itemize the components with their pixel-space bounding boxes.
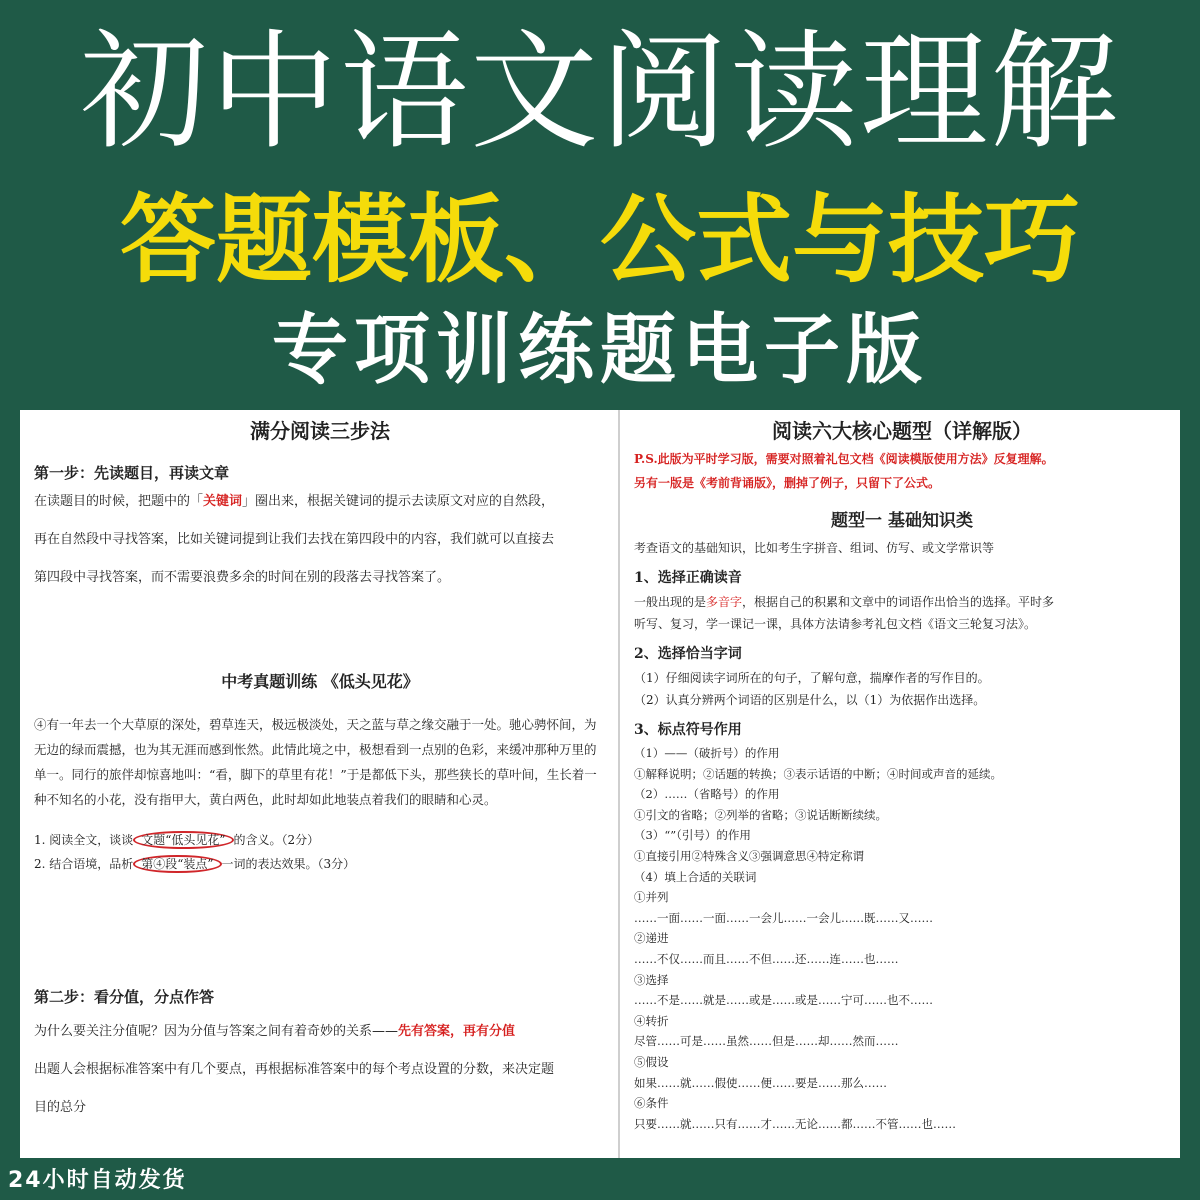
list-item: 如果……就……假使……便……要是……那么…… [634, 1075, 887, 1090]
type-intro: 考查语文的基础知识，比如考生字拼音、组词、仿写、或文学常识等 [634, 541, 995, 555]
text-segment: 」圈出来，根据关键词的提示去读原文对应的自然段， [242, 494, 555, 509]
main-title: 初中语文阅读理解 [79, 18, 1120, 167]
circled-annotation: 第④段“装点” [133, 855, 221, 873]
section-2-heading: 2、选择恰当字词 [634, 646, 742, 662]
section-3-heading: 3、标点符号作用 [634, 722, 742, 738]
text-segment: 一词的表达效果。（3分） [221, 857, 356, 871]
list-item: ①引文的省略；②列举的省略；③说话断断续续。 [634, 807, 887, 822]
question-1 [34, 828, 606, 852]
red-emphasis: 多音字 [706, 595, 743, 609]
list-item: ④转折 [634, 1013, 669, 1028]
left-doc-title: 满分阅读三步法 [250, 419, 390, 443]
text-segment: 在读题目的时候，把题中的「 [34, 494, 204, 509]
step1-heading: 第一步：先读题目，再读文章 [34, 464, 230, 482]
reading-passage: ④有一年去一个大草原的深处，碧草连天，极远极淡处，天之蓝与草之缘交融于一处。驰心骋怀间，为无边的绿而震撼，也为其无涯而感到怅然。此情此境之中，极想看到一点别的色彩，来缓冲那种万里的单一。同行的旅伴却惊喜地叫：“看，脚下的草里有花！”于是都低下头，那些狭长的草叶间，生长着一种不知名的小花，没有指甲大，黄白两色，此时却如此地装点着我们的眼睛和心灵。 [34, 717, 597, 807]
list-item: ……不仅……而且……不但……还……连……也…… [634, 951, 899, 966]
step2-paragraph-line3: 目的总分 [34, 1100, 87, 1115]
sub-title: 答题模板、公式与技巧 [120, 184, 1080, 296]
list-item: ……一面……一面……一会儿……一会儿……既……又…… [634, 910, 933, 925]
list-item: ……不是……就是……或是……或是……宁可……也不…… [634, 993, 933, 1008]
list-item: ②递进 [634, 931, 669, 946]
section-2-line1: （1）仔细阅读字词所在的句子，了解句意，揣摩作者的写作目的。 [634, 671, 990, 685]
step2-paragraph-line1 [34, 1013, 606, 1051]
section-1-line1 [634, 591, 1170, 613]
right-document-page [618, 410, 1180, 1158]
step2-paragraph-line2: 出题人会根据标准答案中有几个要点，再根据标准答案中的每个考点设置的分数，来决定题 [34, 1062, 555, 1077]
text-segment: 的含义。（2分） [233, 833, 320, 847]
step1-paragraph-line1 [34, 483, 606, 521]
banner-header [0, 0, 1200, 400]
text-segment: 1. 阅读全文，谈谈 [34, 833, 134, 847]
question-type-heading: 题型一 基础知识类 [831, 511, 973, 531]
exam-practice-title: 中考真题训练 《低头见花》 [221, 672, 419, 691]
section-2-line2: （2）认真分辨两个词语的区别是什么，以（1）为依据作出选择。 [634, 693, 986, 707]
question-2 [34, 852, 606, 876]
step1-paragraph-line2: 再在自然段中寻找答案，比如关键词提到让我们去找在第四段中的内容，我们就可以直接去 [34, 532, 555, 547]
text-segment: 一般出现的是 [634, 595, 707, 609]
list-item: （4）填上合适的关联词 [634, 869, 757, 884]
ps-note-line1: P.S.此版为平时学习版，需要对照着礼包文档《阅读模版使用方法》反复理解。 [634, 452, 1054, 466]
list-item: ①并列 [634, 890, 669, 905]
section-1-line2: 听写、复习，学一课记一课，具体方法请参考礼包文档《语文三轮复习法》。 [634, 617, 1037, 631]
list-item: （1）——（破折号）的作用 [634, 746, 780, 760]
red-emphasis: 先有答案，再有分值 [398, 1024, 516, 1039]
list-item: ③选择 [634, 972, 669, 987]
list-item: ①解释说明；②话题的转换；③表示话语的中断；④时间或声音的延续。 [634, 766, 1002, 781]
step1-paragraph-line3: 第四段中寻找答案，而不需要浪费多余的时间在别的段落去寻找答案了。 [34, 570, 451, 585]
third-title: 专项训练题电子版 [272, 305, 928, 394]
left-document-page [20, 410, 620, 1158]
text-segment: ，根据自己的积累和文章中的词语作出恰当的选择。平时多 [742, 595, 1055, 609]
list-item: 尽管……可是……虽然……但是……却……然而…… [634, 1034, 899, 1049]
ps-note-line2: 另有一版是《考前背诵版》，删掉了例子，只留下了公式。 [634, 476, 941, 490]
right-doc-title: 阅读六大核心题型（详解版） [772, 419, 1032, 443]
keyword-highlight: 关键词 [203, 494, 243, 509]
step2-heading: 第二步：看分值，分点作答 [34, 988, 215, 1006]
list-item: （3）“”（引号）的作用 [634, 828, 751, 843]
delivery-note: 24小时自动发货 [8, 1168, 187, 1193]
list-item: 只要……就……只有……才……无论……都……不管……也…… [634, 1116, 956, 1131]
list-item: （2）……（省略号）的作用 [634, 787, 780, 802]
list-item: ⑤假设 [634, 1054, 669, 1069]
text-segment: 2. 结合语境，品析 [34, 857, 134, 871]
circled-annotation: 文题“低头见花” [133, 831, 233, 849]
list-item: ⑥条件 [634, 1096, 669, 1111]
text-segment: 为什么要关注分值呢？因为分值与答案之间有着奇妙的关系—— [34, 1024, 399, 1039]
punctuation-list [634, 743, 1170, 1134]
section-1-heading: 1、选择正确读音 [634, 570, 742, 586]
list-item: ①直接引用②特殊含义③强调意思④特定称谓 [634, 848, 864, 863]
